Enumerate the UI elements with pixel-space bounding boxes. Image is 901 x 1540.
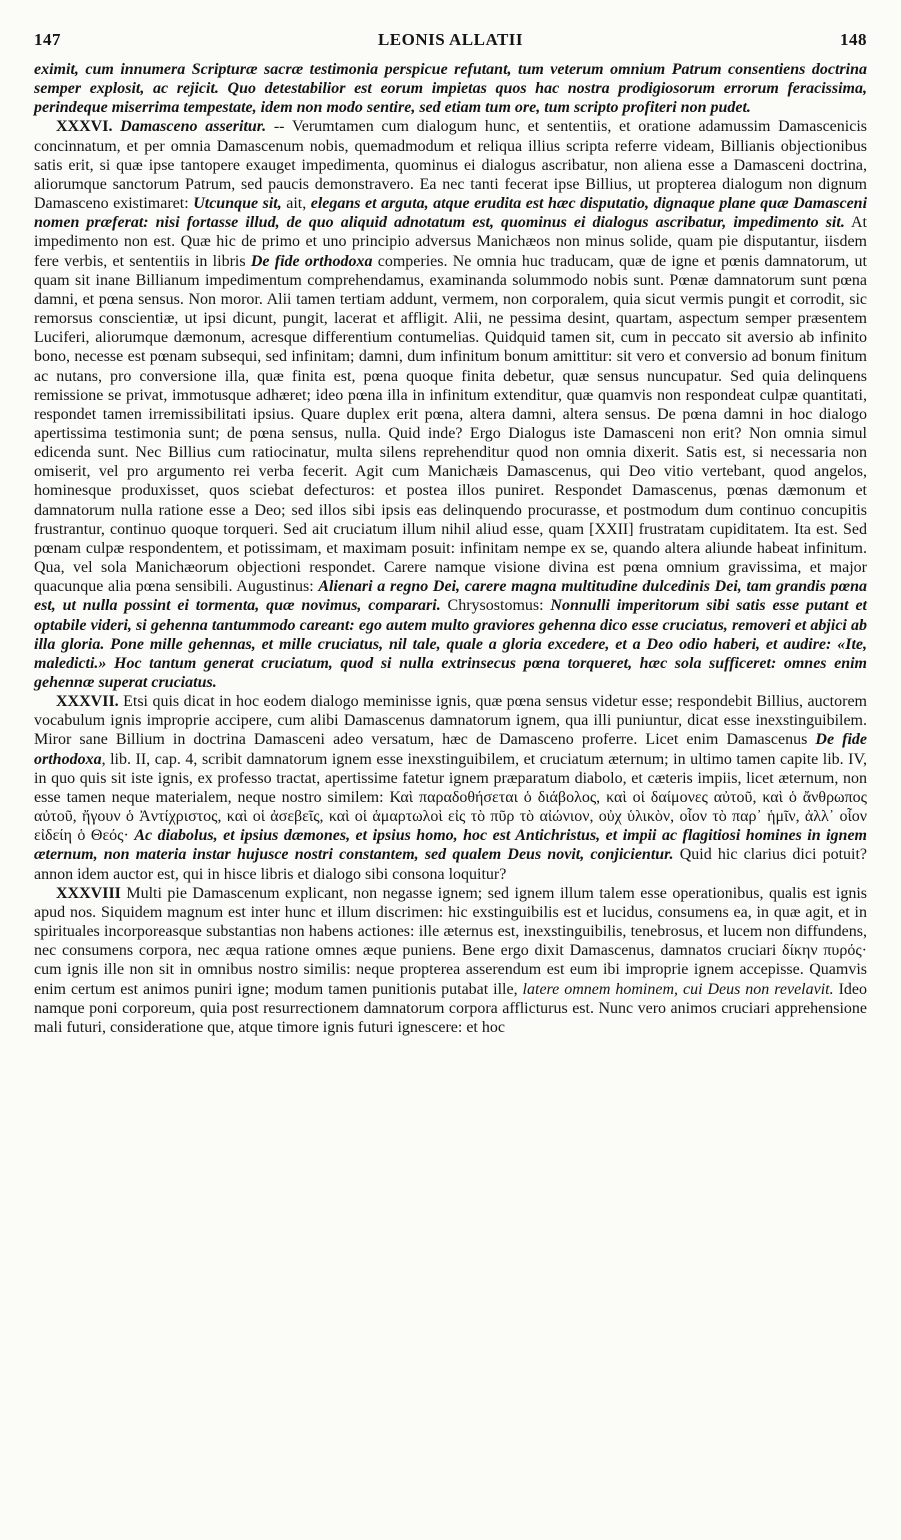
body-text [34,60,867,1037]
page-number-left: 147 [34,30,61,49]
italic-run: Ac diabolus, et ipsius dæmones, et ipsius homo, hoc est Antichristus, et impii ac flagitiosi homines in ignem æternum, non materia instar hujusce nostri constantem, sed qualem Deus novit, conjicientur. [34,827,868,864]
paragraph-xxxviii [34,884,867,1037]
text-run: Quid hic clarius dici potuit? annon idem auctor est, qui in hisce libris et dialogo sibi consona loquitur? [34,846,868,883]
italic-run: Damasceno asseritur. [120,118,267,136]
text-run: , lib. II, cap. 4, scribit damnatorum ignem esse inexstinguibilem, et cruciatum æternum; in ultimo tamen capite lib. IV, in quo quis sit iste ignis, ex professo tractat, apertissime fatetur ignem præparatum diabolo, et cæteris impiis, licet æternum, non esse tamen neque materialem, neque nostro similem: Καὶ παραδοθήσεται ὁ διάβολος, καὶ οἱ δαίμονες αὐτοῦ, καὶ ὁ ἄνθρωπος αὐτοῦ, ἤγουν ὁ Ἀντίχριστος, καὶ οἱ ἀσεβεῖς, καὶ οἱ ἁμαρτωλοὶ εἰς τὸ πῦρ τὸ αἰώνιον, οὐχ ὑλικὸν, οἷον τὸ παρ᾽ ἡμῖν, ἀλλ᾽ οἷον εἰδείη ὁ Θεός· [34,750,867,845]
text-run: -- Verumtamen cum dialogum hunc, et sententiis, et oratione adamussim Damascenicis concinnatum, et per omnia Damascenum nobis, quemadmodum et reliqua illius scripta referre videam, Billianis objectionibus satis erit, si quæ ipse tantopere exauget impedimenta, quominus ei dialogus ascribatur, non aliena esse a Damasceni doctrina, aliorumque sanctorum Patrum, sed paucis demonstravero. Ea nec tanti fecerat ipse Billius, ut propterea dialogum non dignum Damasceno existimaret: [34,118,868,213]
italic-run: Alienari a regno Dei, carere magna multitudine dulcedinis Dei, tam grandis pœna est, ut nulla possint ei tormenta, quæ novimus, comparari. [34,578,867,615]
text-run: ait, [281,195,311,213]
italic-run: latere omnem hominem, cui Deus non revelavit. [522,980,834,998]
paragraph-xxxvii [34,692,867,884]
italic-run: eximit, cum innumera Scripturæ sacræ testimonia perspicue refutant, tum veterum omnium Patrum consentiens doctrina semper explosit, ac rejicit. Quo detestabilior est eorum impietas quos hac nostra prodigiosorum errorum feracissima, perindeque miserrima tempestate, idem non modo sentire, sed etiam tum ore, tum scripto profiteri non pudet. [34,61,867,117]
section-number: XXXVII. [56,693,119,711]
italic-run: elegans et arguta, atque erudita est hæc disputatio, dignaque plane quæ Damasceni nomen præferat: nisi fortasse illud, de quo aliquid adnotatum est, quominus ei dialogus ascribatur, impedimento sit. [34,195,868,232]
text-run: Etsi quis dicat in hoc eodem dialogo meminisse ignis, quæ pœna sensus videtur esse; respondebit Billius, auctorem vocabulum ignis improprie accipere, cum alibi Damascenus damnatorum ignem, qua illi puniuntur, dicat esse inexstinguibilem. Miror sane Billium in doctrina Damasceni adeo versatum, hæc de Damasceno proferre. Licet enim Damascenus [34,693,867,749]
section-number: XXXVI. [56,118,113,136]
text-run [112,118,120,135]
running-title: LEONIS ALLATII [377,30,524,49]
section-number: XXXVIII [56,884,121,902]
italic-run: Nonnulli imperitorum sibi satis esse putant et optabile videri, si gehenna tantummodo careant: ego autem multo graviores gehenna dico esse cruciatus, removeri et abjici ab illa gloria. Pone mille gehennas, et mille cruciatus, nil tale, quale a gloria excedere, et a Deo odio haberi, et audire: «Ite, maledicti.» Hoc tantum generat cruciatum, quod si nulla extrinsecus pœna torqueret, hæc sola sufficeret: omnes enim gehennæ superat cruciatus. [34,597,868,691]
italic-run: De fide orthodoxa [34,731,868,768]
text-run: Chrysostomus: [440,597,551,615]
text-run: comperies. Ne omnia huc traducam, quæ de igne et pœnis damnatorum, ut quam sit inane Billianum impedimentum comprehendamus, examinanda solummodo nobis sunt. Pœnæ damnatorum sunt pœna damni, et pœna sensus. Non moror. Alii tamen tertiam addunt, vermem, non corporalem, quia sicut vermis pungit et corrodit, sic remorsus conscientiæ, ut ipsi dicunt, pungit, lacerat et affligit. Alii, ne pessima desint, quartam, aspectum semper præsentem Luciferi, aliorumque dæmonum, acresque differentium contumelias. Quidquid tamen sit, cum in peccato sit aversio ab infinito bono, necesse est pœnam subsequi, sed infinitam; damni, dum infinitum bonum amittitur: sit vero et conversio ad bonum finitum ac nutans, pro conversione illa, quæ finita est, pœna quoque finita debetur, quæ sensus nuncupatur. Sed quia delinquens remissione se privat, immotusque adhæret; ideo pœna illa in infinitum extenditur, quæ quamvis non respondeat culpæ quantitati, respondet tamen irremissibilitati ipsius. Quare duplex erit pœna, altera damni, altera sensus. De pœna damni in hoc dialogo apertissima testimonia sunt; de pœna sensus, nulla. Quid inde? Ergo Dialogus iste Damasceni non erit? Non omnia simul edicenda sunt. Nec Billius cum ratiocinatur, multa silens reprehenditur quod non omnia dixerit. Satis est, si necessaria non omiserit, vel pro argumento rei verba fecerit. Agit cum Manichæis Damascenus, qui Deo vitio vertebant, quod angelos, hominesque produxisset, quos sciebat defecturos: et postea illos puniret. Respondet Damascenus, pœnas dæmonum et damnatorum nulla ratione esse a Deo; sed illos sibi ipsis eas delinquendo procurasse, et postmodum dum continuo concupitis frustrantur, continuo quoque torqueri. Sed ait cruciatum illum nihil aliud esse, quam [XXII] frustratam cupiditatem. Ita est. Sed pœnam culpæ respondentem, et potissimam, et maximam posuit: infinitam nempe ex se, quando altera aliunde habeat infinitum. Qua, vel sola Manichæorum objectioni respondet. Carere namque visione divina est pœna omnium gravissima, et major quacunque alia pœna sensibili. Augustinus: [34,252,868,596]
text-run: Ideo namque poni corporeum, quia post resurrectionem damnatorum corpora afflicturus est. Nunc vero animos cruciari apprehensione mali futuri, consideratione que, atque timore ignis futuri ignescere: et hoc [34,980,867,1036]
text-run: At impedimento non est. Quæ hic de primo et uno principio adversus Manichæos non minus solide, quam pie disputantur, iisdem fere verbis, et sententiis in libris [34,214,867,270]
paragraph-continuation [34,60,867,117]
running-header [34,30,867,54]
page-number-right: 148 [840,30,867,49]
italic-run: De fide orthodoxa [250,252,373,270]
paragraph-xxxvi [34,117,867,692]
text-run: Multi pie Damascenum explicant, non negasse ignem; sed ignem illum talem esse operationibus, qualis est ignis apud nos. Siquidem magnum est inter hunc et illum discrimen: hic exstinguibilis est et lucidus, consumens ea, in quæ agit, et in spirituales incorporeasque substantias non habens actiones: ille æternus est, inexstinguibilis, tenebrosus, et lucem non diffundens, nec consumens corpora, nec æqua ratione omnes æque puniens. Bene ergo dixit Damascenus, damnatos cruciari δίκην πυρός· cum ignis ille non sit in omnibus nostro similis: neque propterea asserendum est eum ibi improprie ignem accepisse. Quamvis enim certum est animos puniri igne; modum tamen punitionis putabat ille, [34,884,867,998]
italic-run: Utcunque sit, [193,195,282,213]
